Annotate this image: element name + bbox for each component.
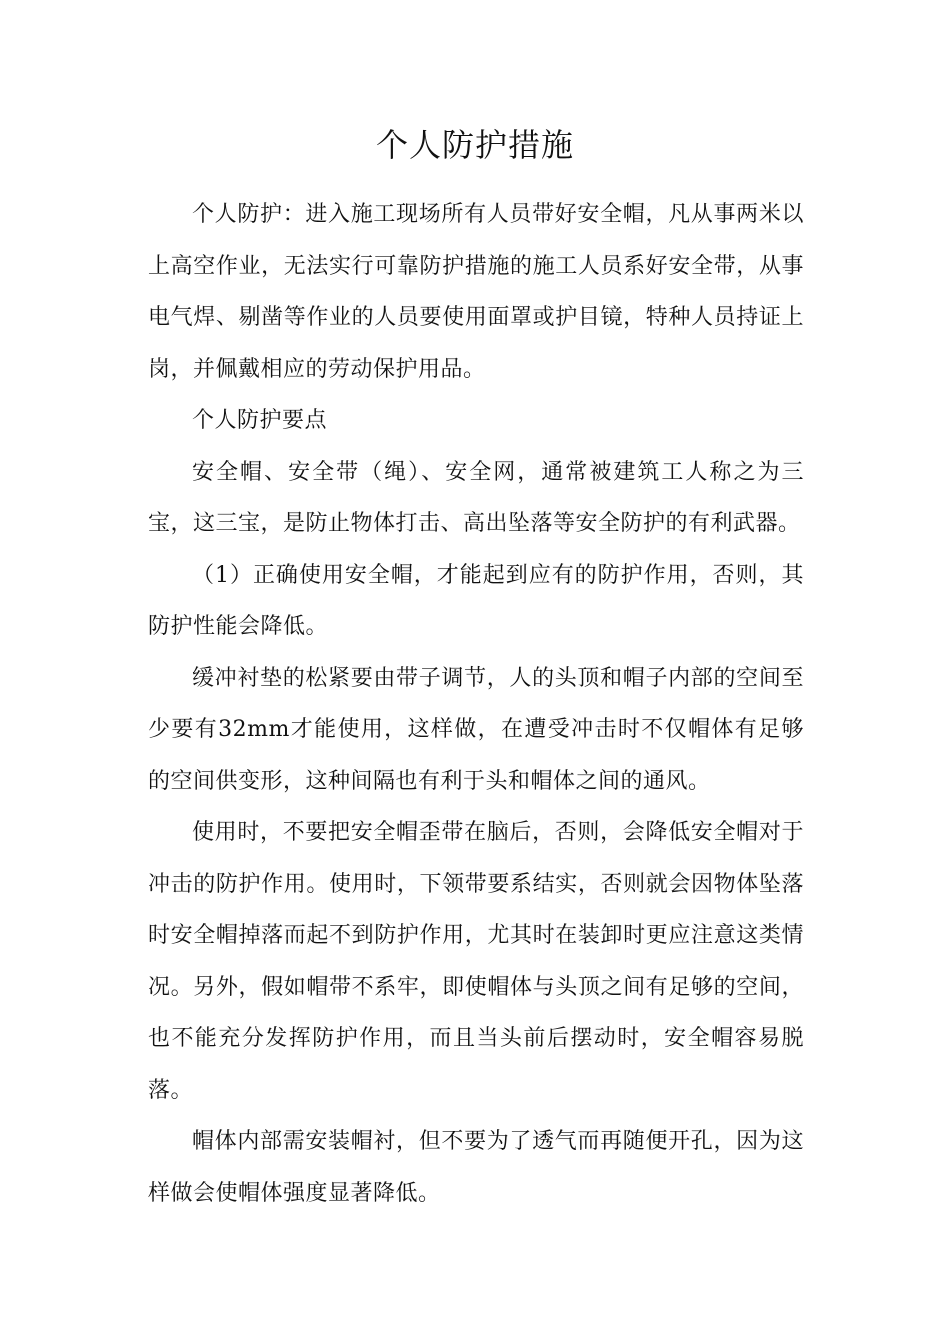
page-title: 个人防护措施	[375, 126, 574, 164]
paragraph-protection-key-points: 个人防护要点	[192, 408, 328, 433]
paragraph-helmet-lining: 帽体内部需安装帽衬，但不要为了透气而再随便开孔，因为这样做会使帽体强度显著降低。	[148, 1129, 804, 1206]
paragraph-wearing-method: 使用时，不要把安全帽歪带在脑后，否则，会降低安全帽对于冲击的防护作用。使用时，下领带要系结实，否则就会因物体坠落时安全帽掉落而起不到防护作用，尤其时在装卸时更应注意这类情况。另外，假如帽带不系牢，即使帽体与头顶之间有足够的空间，也不能充分发挥防护作用，而且当头前后摆动时，安全帽容易脱落。	[148, 820, 804, 1103]
document-body	[148, 189, 804, 1219]
paragraph-helmet-usage: （1）正确使用安全帽，才能起到应有的防护作用，否则，其防护性能会降低。	[148, 562, 804, 639]
paragraph-cushion-liner: 缓冲衬垫的松紧要由带子调节，人的头顶和帽子内部的空间至少要有32mm才能使用，这样做，在遭受冲击时不仅帽体有足够的空间供变形，这种间隔也有利于头和帽体之间的通风。	[148, 665, 804, 794]
paragraph-three-treasures: 安全帽、安全带（绳）、安全网，通常被建筑工人称之为三宝，这三宝，是防止物体打击、高出坠落等安全防护的有利武器。	[148, 459, 804, 536]
paragraph-personal-protection: 个人防护：进入施工现场所有人员带好安全帽，凡从事两米以上高空作业，无法实行可靠防护措施的施工人员系好安全带，从事电气焊、剔凿等作业的人员要使用面罩或护目镜，特种人员持证上岗，并佩戴相应的劳动保护用品。	[148, 202, 804, 382]
